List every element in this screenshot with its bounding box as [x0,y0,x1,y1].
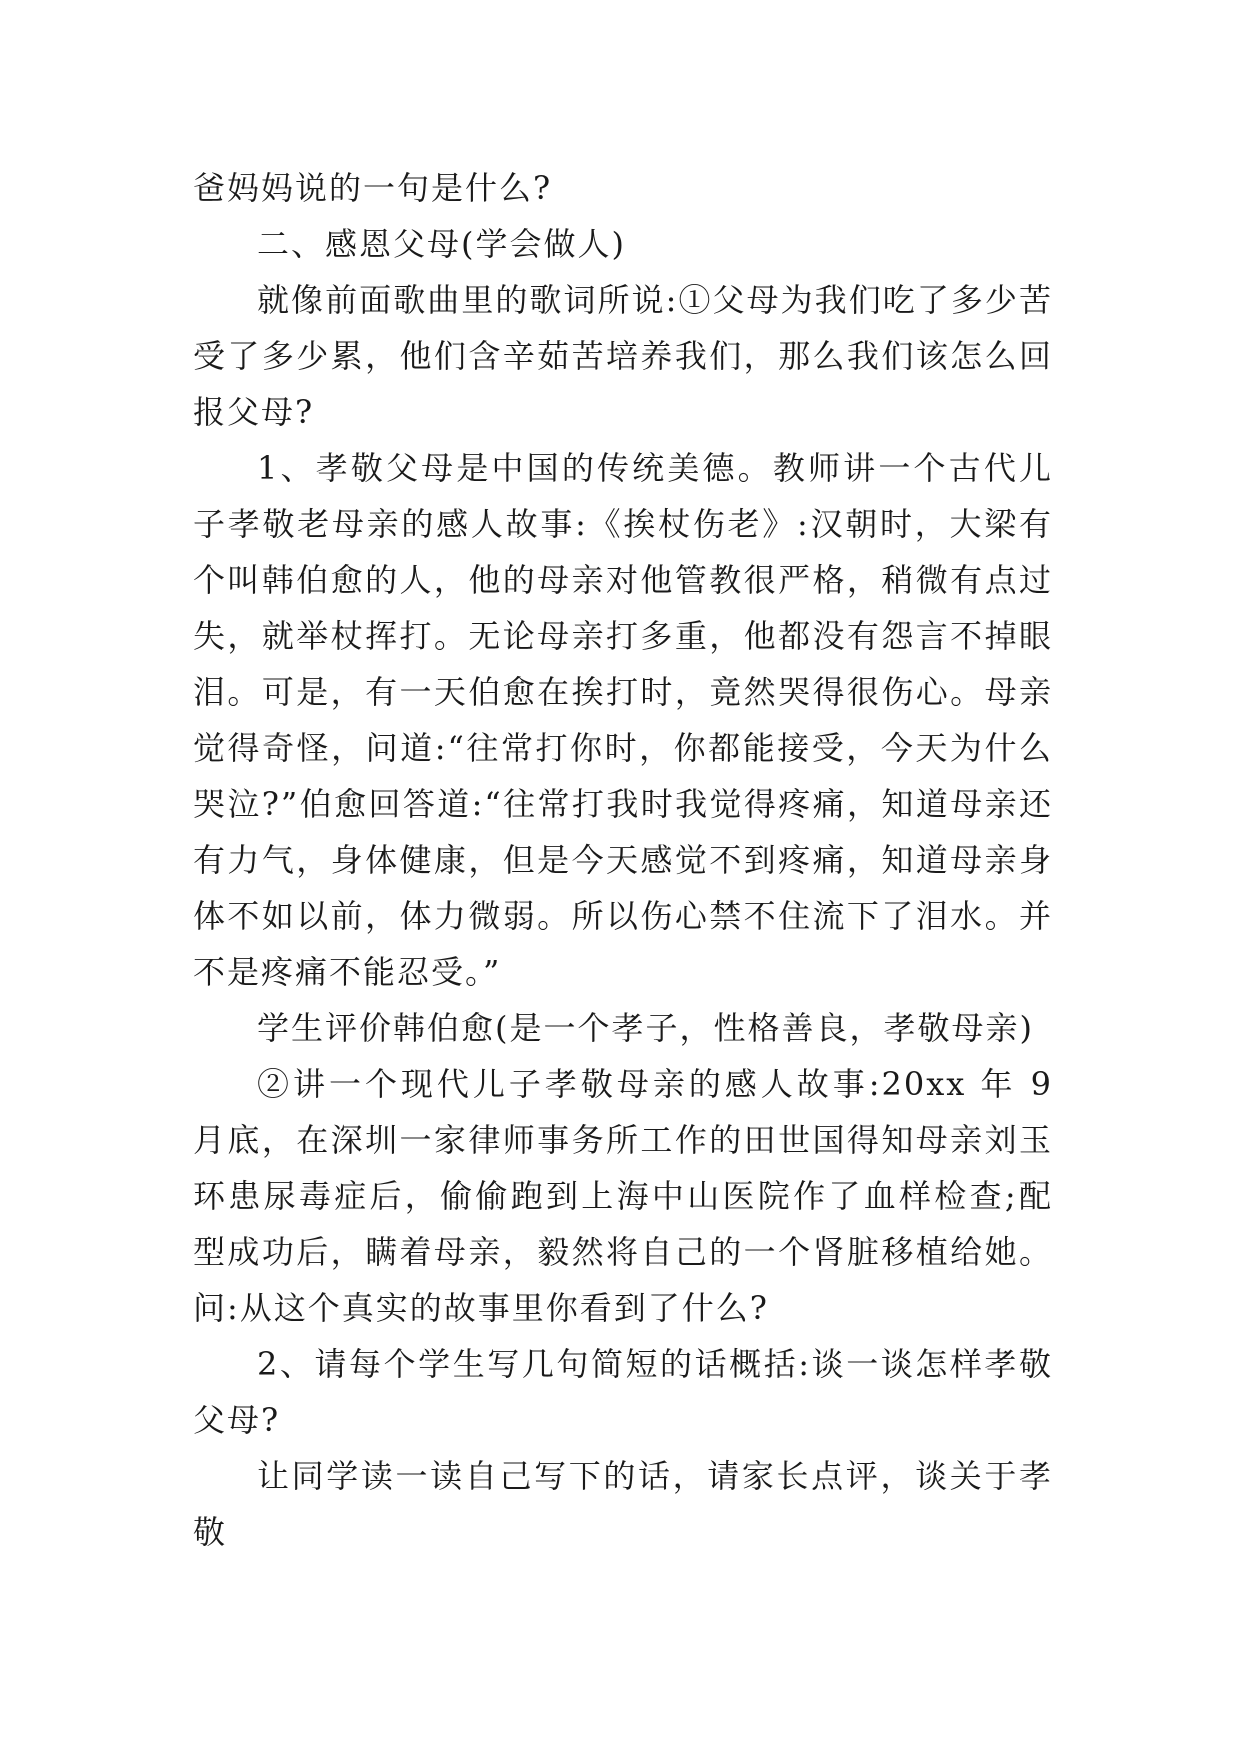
document-body [193,160,1053,1560]
paragraph-8: 让同学读一读自己写下的话，请家长点评，谈关于孝敬 [193,1457,1053,1551]
paragraph-1: 爸妈妈说的一句是什么? [193,169,553,207]
section-heading: 二、感恩父母(学会做人) [257,225,626,263]
paragraph-4: 1、孝敬父母是中国的传统美德。教师讲一个古代儿子孝敬老母亲的感人故事:《挨杖伤老》:汉朝时，大梁有个叫韩伯愈的人，他的母亲对他管教很严格，稍微有点过失，就举杖挥打。无论母亲打多重，他都没有怨言不掉眼泪。可是，有一天伯愈在挨打时，竟然哭得很伤心。母亲觉得奇怪，问道:“往常打你时，你都能接受，今天为什么哭泣?”伯愈回答道:“往常打我时我觉得疼痛，知道母亲还有力气，身体健康，但是今天感觉不到疼痛，知道母亲身体不如以前，体力微弱。所以伤心禁不住流下了泪水。并不是疼痛不能忍受。” [193,449,1053,991]
paragraph-6: ②讲一个现代儿子孝敬母亲的感人故事:20xx 年 9 月底，在深圳一家律师事务所工作的田世国得知母亲刘玉环患尿毒症后，偷偷跑到上海中山医院作了血样检查;配型成功后，瞒着母亲，毅然将自己的一个肾脏移植给她。问:从这个真实的故事里你看到了什么? [193,1065,1053,1327]
paragraph-5: 学生评价韩伯愈(是一个孝子，性格善良，孝敬母亲) [257,1009,1034,1047]
paragraph-7: 2、请每个学生写几句简短的话概括:谈一谈怎样孝敬父母? [193,1345,1053,1439]
paragraph-3: 就像前面歌曲里的歌词所说:①父母为我们吃了多少苦受了多少累，他们含辛茹苦培养我们，那么我们该怎么回报父母? [193,281,1053,431]
